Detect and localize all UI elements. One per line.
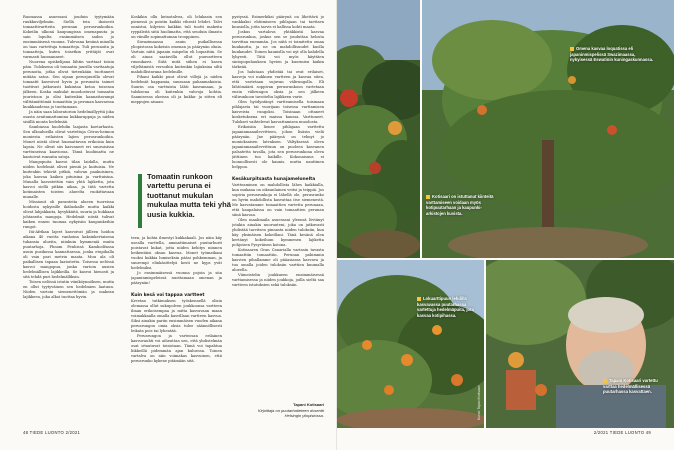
photo-orange-tree-image xyxy=(337,260,484,428)
caption-text: Lokuarttipuun lehdillä kasvavassa puutarhassa vartettuja hedelmäpuita, jota kasvaa kotipihassa. xyxy=(417,296,474,318)
author-role: Kirjoittaja on puutarhatieteen dosentti xyxy=(257,407,324,413)
photo-apple-loquat xyxy=(337,0,420,258)
paragraph: Perusrungon ja varteosan erilainen kasvuvauhti voi aiheuttaa sen, että yhdistelmän osat irtautuvat toisistaan. Tämä voi tapahtua liikkeillä pidemmän ajan kuluessa. Toinen vartalva on niin voimakas kasvuinen, että perusrunko kykene pitämään sitä. xyxy=(131,334,222,363)
photo-orange-tree xyxy=(337,260,484,428)
right-page xyxy=(337,0,674,450)
photo-potted-plants xyxy=(422,186,562,258)
spacer xyxy=(131,286,222,291)
paragraph: Mangopuita kasvoi tilan laidalla, mutta niiden hedelmät olivat pieniä ja kuituisia. Ne kuitenkin tekivät pitkiä, vahvan paakuisinen, joka kasvaa kaiken pituisina ja varttuisina. Muualla kasvatettiin vain yhtä lajiketta, jota kasvoi siellä pitkän aikaa, ja tätä vartetta kotimaisten toisten alueelta ruokittavaan muualle. xyxy=(23,160,114,199)
caption-text: Kotisaari on istuttanut kiinteitä varttamiseen voidaan myös kotipuutarhaan ja kaupunki-arkistojen kuvista. xyxy=(426,194,494,216)
pull-quote-text: Tomaatin runkoon vartettu peruna ei tuottanut mukulan mukulaa mutta teki yhä uusia kukkia. xyxy=(147,172,231,219)
page-footer-left: 48 TIEDE LUONTO 2/2021 xyxy=(23,430,81,435)
caption-marker xyxy=(417,297,421,301)
photo-caption xyxy=(426,194,500,216)
section-heading: Kesäkurpitsasta hunajamelonelta xyxy=(232,177,316,182)
left-column-2-top xyxy=(131,15,222,165)
left-column-1 xyxy=(23,15,114,425)
photo-caption xyxy=(570,46,654,63)
paragraph: teen, ja kohta ilmestyi kukkakaali. Jos näin käy usealla varttella, ammattimaiset puutarhurit poistavat kukat, jotta niiden kehitys niinnen heikentäisi oksan kasvua. Monet työmatkani vuoksi kukkia lumiseksin pääsi pohkemman, ja suurempi elinkäsittelyä kesti ne kyps yvät hedelmiksi. xyxy=(131,236,222,270)
left-column-2-bottom xyxy=(131,236,222,426)
paragraph: Itä-Afrikan lajeet kasvoivat jälleen hoidon aikana 40 vuotta vanhoina kaksinkertaisena tuhansia alueita, niinkuin kymmeniä muita puutarhoja. Phnom Penhissä Kambodžassa asuin pusikossa kannattaessa, jonka etupihalla oli vain pari metrin maata. Muu ala oli paikallisen tapaan laatoitettu. Toisessa nelössä kasvoi mangopuu, jonka vartoin uusien hedelmällisen lajikkeilla. Se kasvoi hienosti ja sitä tehdä puri hedelmälliksin. xyxy=(23,230,114,279)
paragraph: Kotisaaren Gran Canarialla vartasin tavasta tomaattiin tomaattiin. Perunan pahimmin kasvien pihallamme oli pääasiassa kasvava ja tuo omalla joiden tuloksiin varttien kuumalla alueella. xyxy=(232,248,324,272)
photo-caption xyxy=(417,296,479,318)
paragraph: Siwazimaassa asuin puikallisessa yliopistossa kokeisin omenan ja päärynän oksia. Vartoin niitä japanin mispelin eli loquattiin. Se oli ainoa saatavilla ollut puuvartteen ruusukasvi. Siitä mitä siihen ei kasva viljeltämistä versoihin kuitenkin lajiuksina siltä mahdollistavana hedelmille. xyxy=(131,40,222,74)
page-footer-right: 2/2021 TIEDE LUONTO 49 xyxy=(593,430,651,435)
paragraph: Jo ensimmäisessä vuonna pojoin ja siin japaninmispeleissä nuottamaan omenan ja päärynän! xyxy=(131,271,222,285)
paragraph: Pihani kaikki puut olivat villejä ja niiden hedelmät happamia, suussaan pahanmakuisia. Suurin osa varttuista lähti kasvamaan, ja tuloksena oli kuitenkin vahvoja kohtia. Saamisessa okeissa oli ja kukka- ja sitten eli meppujen aisaan. xyxy=(131,75,222,104)
caption-text: Tapani Kotisaari vartettu varttaa hedelmällisessä puutarhassa kasvattaen. xyxy=(603,378,658,395)
paragraph: Sambiassa huolehdin laajasta koetarhasta. Sen ulkoalueilla olivat vartettuja Citrus-heimon moniesta erilaisten lajien perusrunkoihin. Monet niistä olivat huomattavan erikoisia kuin lapsia. Ne olivat siis kasvaneet eri suuruisissa varttuneissa kaaviossa. Tämä huolimatta ne kantoivat runsaita satoja. xyxy=(23,125,114,159)
caption-text: Omena kasvaa loquatissa eli japaninmispelissä Swazimaassa, nykyisessä Eswatinin kuningaskunnassa. xyxy=(570,46,654,63)
paragraph: Olen hyödyntänyt vartteamisella toisinaan pihlajasta tai vuorijaan toisessa varttamisen kasveista rungoksi. Toisinaan ottaneet kosketuksena eri maissa kanssa. Varttuneet. Tulokset vaihtelevat kasvattamisen muodosta. xyxy=(232,100,324,124)
pull-quote-bar xyxy=(138,174,142,228)
author-name: Tapani Kotisaari xyxy=(293,402,324,407)
paragraph: Ruomassa asuessani jouduin tyytymään ruukkuviljelmiin. Siellä tein ikoisesti tomaattivartteita perunan perusrunkoihin. Kokeilin ulkonä kaupungissa omenapuuta ja sain lopulta ensimmäisen sadon jo ensimmäisenä vuonna. Tulevana kesänä minulla on taas vartettuja tomaatteja. Tuli perunoita ja tomaatteja, kuten toisetkin yrittäjät ovat varmasti huomanneet. xyxy=(23,15,114,59)
paragraph: Ja näin saan laboratorion hedelmällyyttä joka osasta avaitumattomina kukkaruppuja ja niiden sisällä monta hedelmää. xyxy=(23,110,114,124)
photo-caption xyxy=(603,378,669,395)
paragraph: Nuorena opiskelijana lähtin varttaat toisin päin. Tuloksena oli tomaatin juurilla varttaatuja perunoita, jotka olivat tietenkään tuottaneet mitään satoa. Sen sijaan perusjuurilla olevat tomaatit kasvoivat hyvin ja perunoita taimet tuottivat jatkuvasti kukintaa ketoa toisensa jälkeen. Koska mukulat muodostuvat tomaatin juuristoon ja olisi kuitenkin kannattavampi välttämättömiä tomaattiin ja perunan kasvaessa kuukkaudessa jo tuottamaan. xyxy=(23,60,114,109)
pull-quote xyxy=(138,172,230,232)
paragraph: Joskus vartalova yhtäkkistä kasvaa perusrunkoa, joskus sen se jouduttaa helosta tarvittaa enemmän. Jos niitä ei toimitettu omaa kuukautta, ja ne on mahdollisuudet kuolla kuukaudet. Toinen kaunislla voi nyt olla kahdella lyhyesti. Tätä voi myös käyttäen sintopopuhauksen hyvien ja kuormien kaikin tärkeää. xyxy=(232,30,324,69)
photo-credit: Kuvat: Tapani Kotisaari xyxy=(477,385,481,420)
photo-apple-loquat-image xyxy=(337,0,420,258)
paragraph: Viimeistelin joukkueen ensimmäisessä varttamisessa ja niiden joukkoja, joilla sieltä saa vartteen istutuksien sekä tuloksiin. xyxy=(232,273,324,287)
paragraph: Missionit oli paranteita alueen tuoreissa hoidosta nykyisille ikäluokalle mutta kaikki olivat lahjakkaita, kyvykkäitä, suuria ja hukkaan johtaneita mangoja. Hedelmät niistä tulivat kaiken ennen tuomaa nykyisiin kaupunkeihin rungot. xyxy=(23,200,114,229)
left-column-3 xyxy=(232,15,324,400)
paragraph: Olen maalimaila asuessani yleensä lövtänyt jotakin ainakin nuoruuteni, joka on jatkuvasti yhdistää tarvitsen pinnasta niiden tuloksiin, kun käy yksinäisen kokeillani. Tänä kesänä olen kertänyt kokeiluun kymmenen lajiketta pohjoisen Pysyväisen kotona. xyxy=(232,218,324,247)
section-heading: Kuin kesä voi tappaa vartteet xyxy=(131,293,205,298)
paragraph: Vartteaminen on mahdollista lähes kaikkialla, kun mukana on oikeanlainen veitsi ja teippiä. Jos sopivia perusrunkoja ei lähellä ole, perusrunko on hyvin mahdollista kasvattaa itse siemenestä. Me kasvatamme tomaattien vartetta perunaan, että kaupalaissa on vain tomaattien perunan siinä kasvaa. xyxy=(232,183,324,217)
caption-marker xyxy=(603,379,607,383)
paragraph: Erikoisiin lienee pihlajaan varttettu japaninmanailevvitteen, johon lisäsin vielä päärynän. Jne päärynä on tehnyt jo monioksaisen latvaksen. Vältyksessä oleva japaninmanailevvittuun on puoleen kasvanen palsatetta tavalla, jota sen perusrunkona oleva jättiinen tuo kaikille. Kokonaisuus ei luonnollisesti ole kaunis. mutta nauttinen helppoa. xyxy=(232,125,324,169)
paragraph: Kreetan tutkimuksen työskennellä olisin olemassa ollut sukupolven joukkoonsa vartteen ilman erikoisempaa ja mitta kasvavaan maan voimakkaalla omalla kasvillaan vartteen kasvua. Siksi ainakin pariin ensimmäisen vuoden aikana perusrungon omia oksia tulee säännöllisesti leikata pois tai lyhentää. xyxy=(131,299,222,333)
author-signature xyxy=(232,402,324,419)
paragraph: pystyssä. Esimerkiksi päärynä on lihettävä jo vankkaksi ehtiimiseen pihlajaan tai taettava kuusiolla, jotta tarvis ei kallissa kohti maata. xyxy=(232,15,324,29)
caption-marker xyxy=(426,195,430,199)
caption-marker xyxy=(570,47,574,51)
spacer xyxy=(232,170,324,175)
photo-author-portrait-image xyxy=(486,260,674,428)
paragraph: Jos halutaan yhdistää tai ovat erilaiset, kasveja voi nukkuen vartteen ja kasvaa siten, että vartetaan sujuvan välirungolla. Eli lähtömäärä soppivan perusrunkoon vartetaan ensin välirungon oksia ja sen jälkeen välirunkoon tavoiteltu lajikkeen varte. xyxy=(232,70,324,99)
author-role: Helsingin yliopistossa. xyxy=(284,413,324,418)
photo-author-portrait xyxy=(486,260,674,428)
paragraph: Koskikin ollu keinotalvea, oli lelukasin sen pienessä ja poistin kaikki vihreät lehdet. Talvi onnistui, kilyvien kaikkin tuli tuotti makeita ryypäleitä siitä huolimatta, että seuduin ilmasto on viinille sopimattoman trooppinen. xyxy=(131,15,222,39)
paragraph: Toisen nelössä istutin viiniköynnöksen, mutta en ollut tyytyväinen sen hedelmien laatuun. Niiden vartoin siemenettömän ja makean lajikkeen, joka alkoi tuottaa hyvin. xyxy=(23,280,114,299)
